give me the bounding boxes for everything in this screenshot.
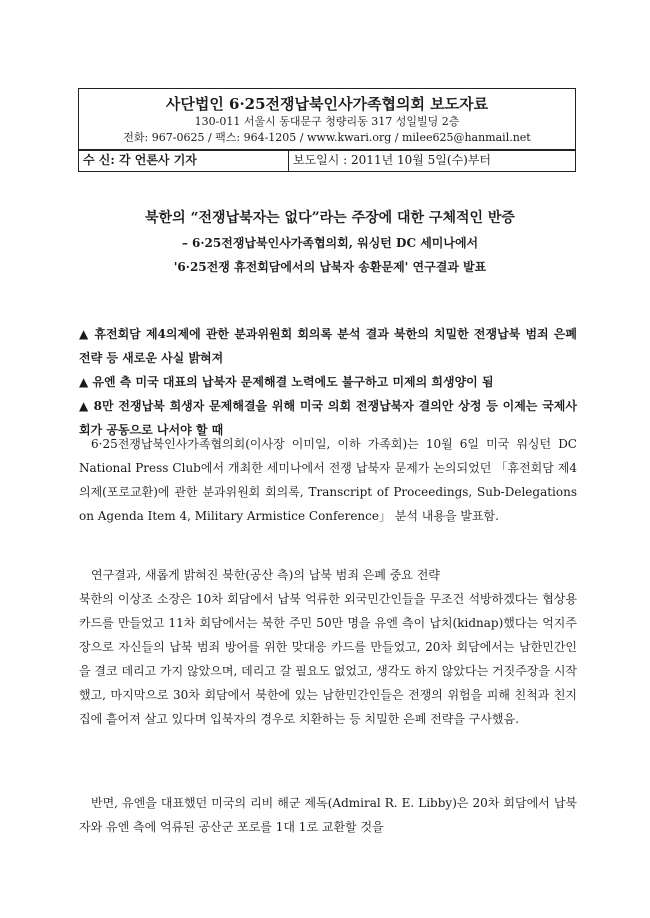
summary-item: ▲ 유엔 측 미국 대표의 납북자 문제해결 노력에도 불구하고 미제의 희생양이 됨 [79, 375, 494, 389]
recipient-cell: 수 신: 각 언론사 기자 [79, 151, 289, 171]
subtitle-seminar: – 6·25전쟁납북인사가족협의회, 워싱턴 DC 세미나에서 [181, 236, 479, 250]
paragraph-text: 북한의 이상조 소장은 10차 회담에서 납북 억류한 외국민간인들을 무조건 석방하겠다는 협상용 카드를 만들었고 11차 회담에서는 북한 주민 50만 명을 유엔 측이 납치(kidnap)했다는 억지주장으로 자신들의 납북 범죄 방어를 위한 맞대응 카드를 만들었고, 20차 회담에서는 남한민간인을 결코 데리고 가지 않았으며, 데리고 갈 필요도 없었고, 생각도 하지 않았다는 거짓주장을 시작했고, 마지막으로 30차 회담에서 북한에 있는 남한민간인들은 전쟁의 위험을 피해 친척과 친지 집에 흩어져 살고 있다며 입북자의 경우로 치환하는 등 치밀한 은폐 전략을 구사했음. [79, 592, 577, 726]
body-paragraph-1 [79, 432, 577, 528]
subtitle-research: '6·25전쟁 휴전회담에서의 납북자 송환문제' 연구결과 발표 [173, 260, 487, 274]
press-release-header [78, 88, 576, 150]
release-date-cell: 보도일시 : 2011년 10월 5일(수)부터 [293, 153, 492, 167]
paragraph-heading: 연구결과, 새롭게 밝혀진 북한(공산 측)의 납북 범죄 은폐 중요 전략 [91, 568, 440, 582]
paragraph-text: 6·25전쟁납북인사가족협의회(이사장 이미일, 이하 가족회)는 10월 6일 미국 워싱턴 DC National Press Club에서 개최한 세미나에서 전쟁 납북자 문제가 논의되었던 「휴전회담 제4의제(포로교환)에 관한 분과위원회 회의록, Transcript of Proceedings, Sub-Delegations on Agenda Item 4, Military Armistice Conference」 분석 내용을 발표함. [79, 437, 577, 523]
header-title: 사단법인 6·25전쟁납북인사가족협의회 보도자료 [165, 95, 489, 113]
header-contact: 전화: 967-0625 / 팩스: 964-1205 / www.kwari.org / milee625@hanmail.net [123, 131, 531, 144]
header-address: 130-011 서울시 동대문구 청량리동 317 성일빌딩 2층 [194, 115, 460, 128]
summary-bullets [79, 322, 577, 442]
main-title: 북한의 “전쟁납북자는 없다”라는 주장에 대한 구체적인 반증 [145, 210, 515, 226]
recipient-info-row [78, 150, 576, 172]
title-block [70, 205, 590, 279]
body-paragraph-2 [79, 563, 577, 731]
summary-item: ▲ 8만 전쟁납북 희생자 문제해결을 위해 미국 의회 전쟁납북자 결의안 상정 등 이제는 국제사회가 공동으로 나서야 할 때 [79, 399, 577, 437]
paragraph-text: 반면, 유엔을 대표했던 미국의 리비 해군 제독(Admiral R. E. Libby)은 20차 회담에서 납북자와 유엔 측에 억류된 공산군 포로를 1대 1로 교환할 것을 [79, 796, 577, 834]
summary-item: ▲ 휴전회담 제4의제에 관한 분과위원회 회의록 분석 결과 북한의 치밀한 전쟁납북 범죄 은폐 전략 등 새로운 사실 밝혀져 [79, 327, 577, 365]
body-paragraph-3 [79, 791, 577, 839]
